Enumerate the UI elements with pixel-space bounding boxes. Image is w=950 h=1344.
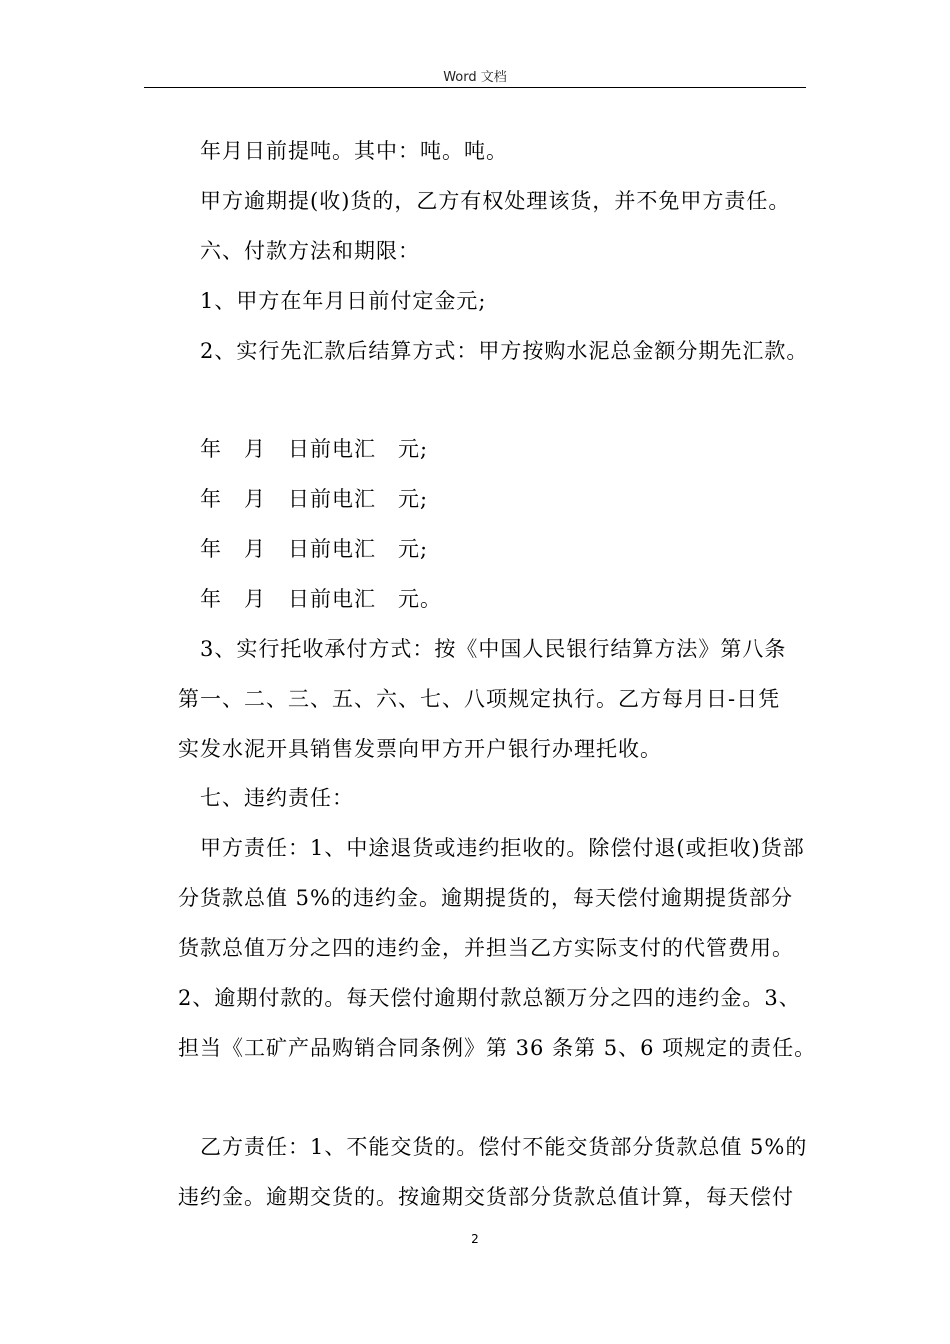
schedule-year: 年 (200, 437, 222, 461)
schedule-day-text: 日前电汇 (288, 587, 376, 611)
page-header-title: Word 文档 (443, 70, 507, 85)
paragraph-line: 2、实行先汇款后结算方式：甲方按购水泥总金额分期先汇款。 (200, 339, 809, 363)
paragraph-line: 2、逾期付款的。每天偿付逾期付款总额万分之四的违约金。3、 (178, 986, 801, 1010)
schedule-unit: 元; (398, 487, 429, 511)
schedule-month: 月 (244, 437, 266, 461)
schedule-year: 年 (200, 487, 222, 511)
paragraph-line: 违约金。逾期交货的。按逾期交货部分货款总值计算，每天偿付 (178, 1185, 794, 1209)
header-divider (144, 87, 806, 88)
schedule-unit: 元。 (398, 587, 442, 611)
schedule-year: 年 (200, 537, 222, 561)
schedule-row (200, 485, 840, 513)
schedule-day-text: 日前电汇 (288, 437, 376, 461)
paragraph-line: 实发水泥开具销售发票向甲方开户银行办理托收。 (178, 737, 662, 761)
paragraph-line: 货款总值万分之四的违约金，并担当乙方实际支付的代管费用。 (178, 936, 794, 960)
section-heading: 六、付款方法和期限： (200, 239, 420, 263)
paragraph-line: 担当《工矿产品购销合同条例》第 36 条第 5、6 项规定的责任。 (178, 1036, 817, 1060)
schedule-month: 月 (244, 537, 266, 561)
schedule-row (200, 535, 840, 563)
schedule-row (200, 585, 840, 613)
paragraph-line: 年月日前提吨。其中：吨。吨。 (200, 139, 508, 163)
paragraph-line: 分货款总值 5%的违约金。逾期提货的，每天偿付逾期提货部分 (178, 886, 793, 910)
schedule-day-text: 日前电汇 (288, 537, 376, 561)
schedule-day-text: 日前电汇 (288, 487, 376, 511)
page-number: 2 (471, 1232, 479, 1246)
schedule-unit: 元; (398, 537, 429, 561)
schedule-year: 年 (200, 587, 222, 611)
schedule-month: 月 (244, 487, 266, 511)
paragraph-line: 甲方逾期提(收)货的，乙方有权处理该货，并不免甲方责任。 (200, 189, 791, 213)
schedule-unit: 元; (398, 437, 429, 461)
section-heading: 七、违约责任： (200, 786, 354, 810)
paragraph-line: 1、甲方在年月日前付定金元; (200, 289, 487, 313)
paragraph-line: 甲方责任：1、中途退货或违约拒收的。除偿付退(或拒收)货部 (200, 836, 805, 860)
paragraph-line: 乙方责任：1、不能交货的。偿付不能交货部分货款总值 5%的 (200, 1135, 808, 1159)
paragraph-line: 第一、二、三、五、六、七、八项规定执行。乙方每月日-日凭 (178, 687, 781, 711)
paragraph-line: 3、实行托收承付方式：按《中国人民银行结算方法》第八条 (200, 637, 787, 661)
schedule-month: 月 (244, 587, 266, 611)
schedule-row (200, 435, 840, 463)
